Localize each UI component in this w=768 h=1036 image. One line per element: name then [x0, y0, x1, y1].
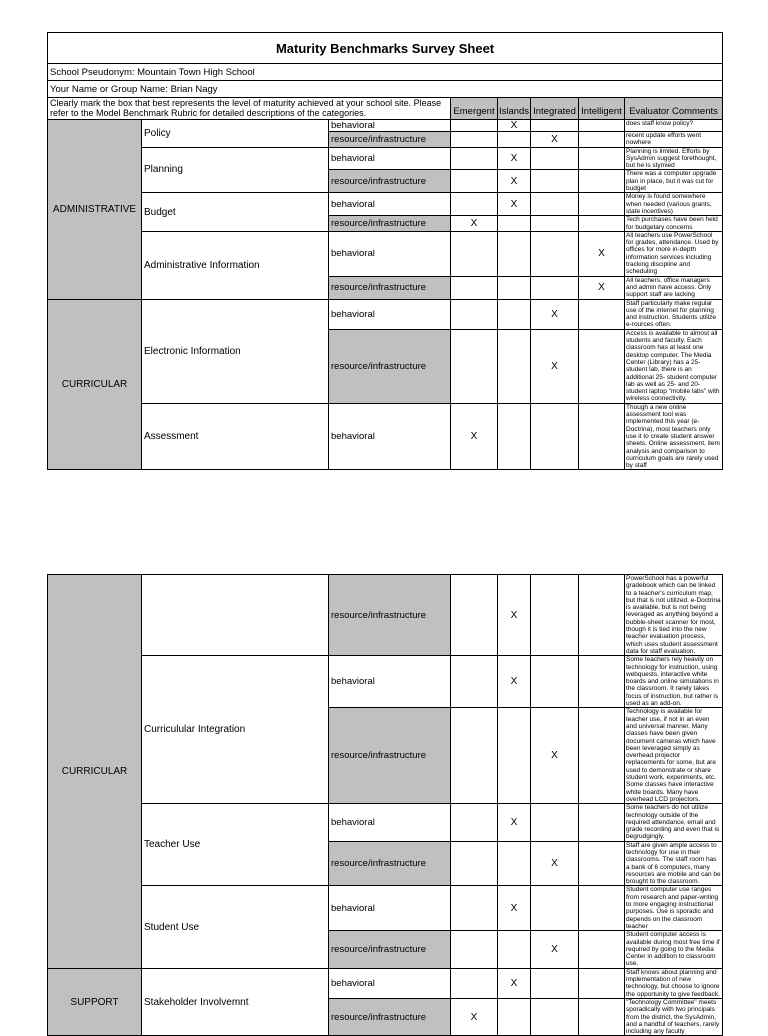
cell-integrated[interactable]: [531, 968, 579, 998]
cell-intelligent[interactable]: [579, 329, 625, 403]
row-type-label: behavioral: [329, 804, 451, 841]
cell-islands[interactable]: [498, 931, 531, 968]
evaluator-comment[interactable]: All teachers use PowerSchool for grades, attendance. Used by offices for more in-depth information services including tracking discipline and scheduling: [625, 231, 723, 276]
cell-islands[interactable]: X: [498, 170, 531, 193]
cell-islands[interactable]: X: [498, 968, 531, 998]
cell-intelligent[interactable]: [579, 841, 625, 886]
cell-integrated[interactable]: X: [531, 132, 579, 148]
cell-integrated[interactable]: X: [531, 708, 579, 804]
col-header-integrated: Integrated: [531, 98, 579, 120]
cell-islands[interactable]: X: [498, 147, 531, 170]
cell-islands[interactable]: [498, 998, 531, 1035]
evaluator-comment[interactable]: Access is available to almost all students and faculty. Each classroom has at least one desktop computer. The Media Center (Library) has a 25-student lab, there is an additional 25- student computer lab as well as 25- and 20-student laptop "mobile labs" with wireless connectivity.: [625, 329, 723, 403]
cell-emergent[interactable]: [451, 120, 498, 132]
cell-integrated[interactable]: [531, 193, 579, 216]
cell-intelligent[interactable]: [579, 299, 625, 329]
subcategory-policy: Policy: [142, 120, 329, 148]
row-type-label: resource/infrastructure: [329, 170, 451, 193]
evaluator-comment[interactable]: Money is found somewhere when needed (various grants, state incentives): [625, 193, 723, 216]
cell-islands[interactable]: [498, 216, 531, 232]
cell-emergent[interactable]: [451, 708, 498, 804]
cell-emergent[interactable]: [451, 968, 498, 998]
cell-intelligent[interactable]: [579, 216, 625, 232]
cell-islands[interactable]: [498, 329, 531, 403]
category-curricular: CURRICULAR: [48, 299, 142, 470]
subcategory-stakeholder-involvement: Stakeholder Involvemnt: [142, 968, 329, 1036]
evaluator-comment[interactable]: does staff know policy?: [625, 120, 723, 132]
evaluator-comment[interactable]: Though a new online assessment tool was implemented this year (e-Doctrina), most teachers only use it to create student answer sheets. Online assessment, item analysis and comparison to curriculum goals are rarely used by staff: [625, 403, 723, 470]
subcategory-budget: Budget: [142, 193, 329, 231]
evaluator-comment[interactable]: Technology is available for teacher use, if not in an even and universal manner. Many classes have been given document cameras which have been leveraged simply as overhead projector replacements for some, but are used to demonstrate or share student work, experiments, etc. Some classes have interactive white boards. Many have overhead LCD projectors.: [625, 708, 723, 804]
evaluator-comment[interactable]: Some teachers do not utilize technology outside of the required attendance, email and grade recording and even that is begrudgingly.: [625, 804, 723, 841]
cell-integrated[interactable]: [531, 998, 579, 1035]
cell-emergent[interactable]: [451, 804, 498, 841]
subcategory-electronic-information: Electronic Information: [142, 299, 329, 403]
cell-intelligent[interactable]: [579, 132, 625, 148]
cell-intelligent[interactable]: X: [579, 231, 625, 276]
subcategory-assessment: Assessment: [142, 403, 329, 470]
cell-emergent[interactable]: X: [451, 998, 498, 1035]
cell-emergent[interactable]: [451, 276, 498, 299]
row-type-label: resource/infrastructure: [329, 931, 451, 968]
row-type-label: behavioral: [329, 968, 451, 998]
school-pseudonym: School Pseudonym: Mountain Town High School: [48, 64, 723, 81]
survey-page-1: [47, 32, 722, 470]
page-title: Maturity Benchmarks Survey Sheet: [48, 33, 723, 64]
cell-islands[interactable]: [498, 231, 531, 276]
cell-integrated[interactable]: [531, 147, 579, 170]
cell-intelligent[interactable]: [579, 708, 625, 804]
cell-emergent[interactable]: X: [451, 216, 498, 232]
cell-intelligent[interactable]: [579, 968, 625, 998]
subcategory-teacher-use: Teacher Use: [142, 804, 329, 886]
evaluator-comment[interactable]: PowerSchool has a powerful gradebook which can be linked to a teacher's curriculum map, but that is not utilized. e-Doctrina is available, but is not being leveraged as anything beyond a bubble-sheet scanner for most, though it is tied into the new teacher evaluation process, which uses student assessment data for staff evaluation.: [626, 575, 721, 655]
cell-islands[interactable]: [498, 403, 531, 470]
survey-table-page-2: [47, 574, 723, 1036]
row-type-label: behavioral: [329, 299, 451, 329]
cell-islands[interactable]: [498, 841, 531, 886]
subcategory-administrative-information: Administrative Information: [142, 231, 329, 299]
category-administrative: ADMINISTRATIVE: [48, 120, 142, 300]
cell-integrated[interactable]: [531, 170, 579, 193]
cell-emergent[interactable]: [451, 575, 498, 656]
cell-integrated[interactable]: [531, 656, 579, 708]
cell-intelligent[interactable]: [579, 170, 625, 193]
cell-islands[interactable]: [498, 708, 531, 804]
cell-emergent[interactable]: [451, 656, 498, 708]
row-type-label: resource/infrastructure: [329, 132, 451, 148]
row-type-label: behavioral: [329, 656, 451, 708]
col-header-intelligent: Intelligent: [579, 98, 625, 120]
cell-integrated[interactable]: [531, 575, 579, 656]
row-type-label: behavioral: [329, 120, 451, 132]
survey-table-page-1: [47, 32, 723, 470]
cell-emergent[interactable]: [451, 329, 498, 403]
row-type-label: behavioral: [329, 193, 451, 216]
cell-emergent[interactable]: [451, 147, 498, 170]
subcategory-assessment-continued: [142, 575, 329, 656]
evaluator-comment[interactable]: Planning is limited. Efforts by SysAdmin suggest forethought, but he is stymied: [625, 147, 723, 170]
cell-integrated[interactable]: [531, 216, 579, 232]
cell-intelligent[interactable]: [579, 998, 625, 1035]
cell-emergent[interactable]: [451, 170, 498, 193]
cell-emergent[interactable]: [451, 931, 498, 968]
row-type-label: behavioral: [329, 886, 451, 931]
cell-islands[interactable]: [498, 299, 531, 329]
col-header-islands: Islands: [498, 98, 531, 120]
row-type-label: resource/infrastructure: [329, 329, 451, 403]
evaluator-comment[interactable]: Student computer use ranges from research and paper-writing to more engaging instructional purposes. Use is sporadic and depends on the classroom teacher: [625, 886, 723, 931]
cell-emergent[interactable]: [451, 193, 498, 216]
cell-islands[interactable]: X: [498, 120, 531, 132]
cell-integrated[interactable]: [531, 403, 579, 470]
evaluator-comment[interactable]: Student computer access is available during most free time if required by going to the Media Center in addition to classroom use.: [625, 931, 723, 968]
row-type-label: resource/infrastructure: [329, 276, 451, 299]
cell-emergent[interactable]: [451, 231, 498, 276]
col-header-evaluator-comments: Evaluator Comments: [625, 98, 723, 120]
evaluator-comment[interactable]: recent update efforts went nowhere: [625, 132, 723, 148]
subcategory-planning: Planning: [142, 147, 329, 193]
evaluator-comment[interactable]: All teachers, office managers and admin have access. Only support staff are lacking: [625, 276, 723, 299]
cell-intelligent[interactable]: [579, 193, 625, 216]
survey-page-2: [47, 574, 722, 1036]
cell-intelligent[interactable]: [579, 931, 625, 968]
cell-integrated[interactable]: [531, 231, 579, 276]
evaluator-comment[interactable]: Staff particularly make regular use of the internet for planning and instruction. Students utilize e-rources often.: [625, 299, 723, 329]
col-header-emergent: Emergent: [451, 98, 498, 120]
cell-intelligent[interactable]: [579, 656, 625, 708]
cell-integrated[interactable]: X: [531, 329, 579, 403]
evaluator-comment[interactable]: Tech purchases have been held for budgetary concerns: [625, 216, 723, 232]
cell-islands[interactable]: X: [498, 886, 531, 931]
category-support: SUPPORT: [48, 968, 142, 1036]
cell-islands[interactable]: [498, 132, 531, 148]
cell-integrated[interactable]: X: [531, 931, 579, 968]
cell-intelligent[interactable]: [579, 147, 625, 170]
cell-intelligent[interactable]: [579, 804, 625, 841]
cell-emergent[interactable]: [451, 886, 498, 931]
cell-islands[interactable]: X: [498, 656, 531, 708]
row-type-label: resource/infrastructure: [329, 708, 451, 804]
instructions: Clearly mark the box that best represents the level of maturity achieved at your school site. Please refer to the Model Benchmark Rubric for detailed descriptions of the categories.: [48, 98, 451, 120]
subcategory-student-use: Student Use: [142, 886, 329, 968]
cell-emergent[interactable]: [451, 299, 498, 329]
cell-intelligent[interactable]: [579, 886, 625, 931]
cell-intelligent[interactable]: [579, 120, 625, 132]
cell-islands[interactable]: [498, 276, 531, 299]
evaluator-comment[interactable]: There was a computer upgrade plan in place, but it was cut for budget: [625, 170, 723, 193]
evaluator-comment[interactable]: "Technology Committee" meets sporadically with two principals from the district, the SysAdmin, and a handful of teachers, rarely including any faculty: [625, 998, 723, 1035]
evaluator-name: Your Name or Group Name: Brian Nagy: [48, 81, 723, 98]
cell-integrated[interactable]: [531, 804, 579, 841]
row-type-label: behavioral: [329, 231, 451, 276]
cell-islands[interactable]: X: [498, 804, 531, 841]
row-type-label: resource/infrastructure: [329, 216, 451, 232]
cell-emergent[interactable]: X: [451, 403, 498, 470]
cell-islands[interactable]: X: [498, 193, 531, 216]
row-type-label: resource/infrastructure: [329, 841, 451, 886]
cell-integrated[interactable]: X: [531, 299, 579, 329]
cell-intelligent[interactable]: X: [579, 276, 625, 299]
category-curricular: CURRICULAR: [48, 575, 142, 969]
row-type-label: resource/infrastructure: [329, 998, 451, 1035]
cell-integrated[interactable]: [531, 276, 579, 299]
cell-integrated[interactable]: [531, 886, 579, 931]
evaluator-comment[interactable]: Staff knows about planning and implementation of new technology, but choose to ignore the opportunity to give feedback.: [625, 968, 723, 998]
cell-emergent[interactable]: [451, 132, 498, 148]
cell-intelligent[interactable]: [579, 403, 625, 470]
row-type-label: behavioral: [329, 403, 451, 470]
evaluator-comment[interactable]: Some teachers rely heavily on technology for instruction, using webquests, interactive white boards and online simulations in the classroom. It rarely takes focus of instruction, but rather is used as an add-on.: [625, 656, 723, 708]
subcategory-curricular-integration: Curriculular Integration: [142, 656, 329, 804]
evaluator-comment[interactable]: Staff are given ample access to technology for use in their classrooms. The staff room has a bank of 6 computers, many resources are mobile and can be brought to the classroom.: [626, 841, 721, 886]
cell-integrated[interactable]: [531, 120, 579, 132]
row-type-label: behavioral: [329, 147, 451, 170]
row-type-label: resource/infrastructure: [329, 575, 451, 656]
cell-intelligent[interactable]: [579, 575, 625, 656]
cell-emergent[interactable]: [451, 841, 498, 886]
cell-islands[interactable]: X: [498, 575, 531, 656]
cell-integrated[interactable]: X: [531, 841, 579, 886]
